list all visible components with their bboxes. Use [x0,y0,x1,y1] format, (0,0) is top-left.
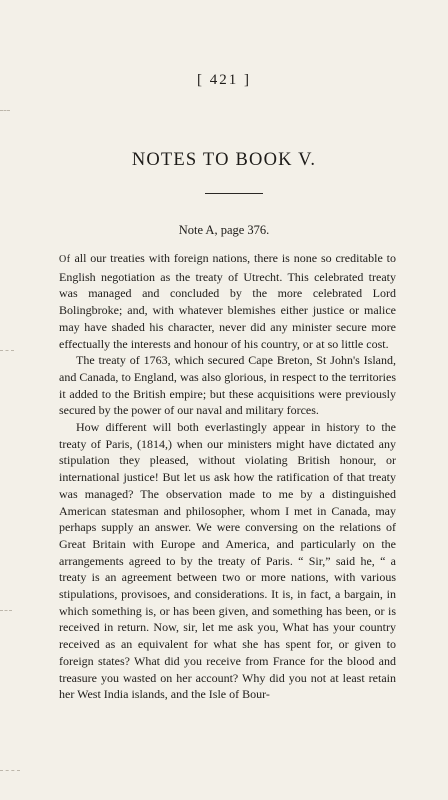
heading-rule [205,193,263,194]
body-text [59,250,396,703]
note-reference: Note A, page 376. [178,223,270,237]
margin-mark [0,610,12,611]
paragraph: The treaty of 1763, which secured Cape Breton, St John's Island, and Canada, to England, was also glorious, in respect to the territories it added to the British empire; but these acquisitions were previously secured by the power of our naval and military forces. [59,353,396,418]
section-heading: NOTES TO BOOK V. [131,150,317,170]
page-number: [ 421 ] [197,72,251,88]
paragraph-text: all our treaties with foreign nations, there is none so creditable to English negotiation as the treaty of Utrecht. This celebrated treaty was managed and concluded by the more celebrated Lord Bolingbroke; and, with whatever blemishes either justice or malice may have shaded his character, never did any minister secure more effectually the interests and honour of his country, or at so little cost. [59,251,396,351]
margin-mark [0,350,14,351]
paragraph: How different will both everlastingly appear in history to the treaty of Paris, (1814,) when our ministers might have dictated any stipulation they pleased, without violating British honour, or international justice! But let us ask how the ratification of that treaty was managed? The observation made to me by a distinguished American statesman and philosopher, whom I met in Canada, may perhaps supply an answer. We were conversing on the relations of Great Britain with Europe and America, and particularly on the arrangements agreed to by the treaty of Paris. “ Sir,” said he, “ a treaty is an agreement between two or more nations, with various stipulations, provisoes, and considerations. It is, in fact, a bargain, in which something is, or has been given, and something has been, or is received in return. Now, sir, let me ask you, What has your country received as an equivalent for what she has spent for, or given to foreign states? What did you receive from France for the blood and treasure you wasted on her account? Why did you not at least retain her West India islands, and the Isle of Bour- [59,420,396,702]
margin-mark [0,110,10,111]
paragraph [59,250,396,352]
margin-mark [0,770,20,771]
paragraph-opening: Of [59,254,71,265]
